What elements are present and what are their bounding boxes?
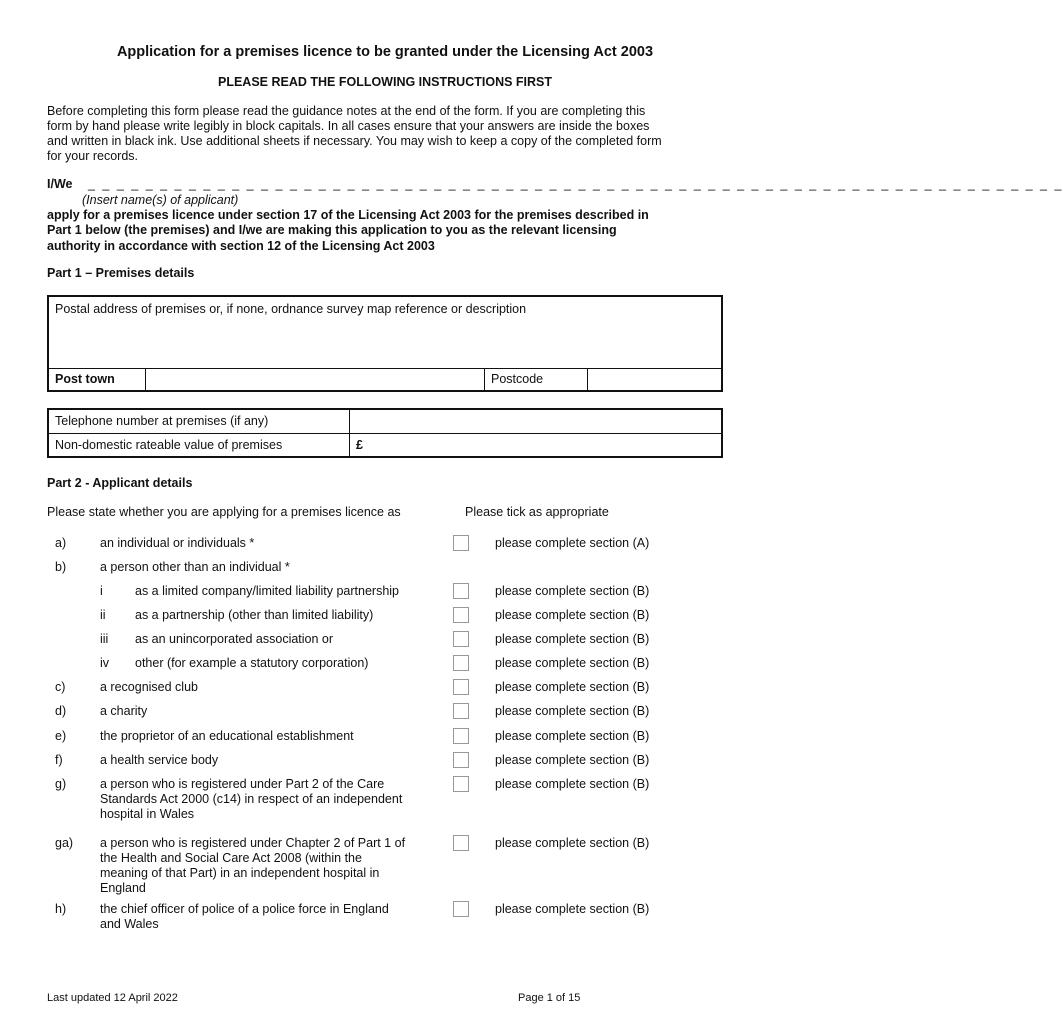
section-reference: please complete section (B) — [495, 753, 650, 767]
row-letter: ga) — [55, 836, 74, 850]
row-text-line: meaning of that Part) in an independent hospital in — [100, 866, 380, 880]
row-letter: c) — [55, 680, 66, 694]
section-reference: please complete section (B) — [495, 729, 650, 743]
intro-paragraph — [47, 104, 727, 164]
tick-checkbox[interactable] — [453, 901, 469, 917]
tick-checkbox[interactable] — [453, 607, 469, 623]
row-letter: h) — [55, 902, 67, 916]
intro-line: and written in black ink. Use additional sheets if necessary. You may wish to keep a copy of the completed form — [47, 134, 662, 148]
intro-line: for your records. — [47, 149, 139, 163]
row-roman: ii — [100, 608, 106, 622]
page-number: Page 1 of 15 — [518, 992, 581, 1004]
row-text-line: a person who is registered under Chapter 2 of Part 1 of — [100, 836, 406, 850]
telephone-input[interactable] — [350, 409, 723, 433]
premises-contact-table — [47, 408, 723, 458]
row-roman: iv — [100, 656, 110, 670]
postcode-label: Postcode — [485, 368, 588, 391]
row-roman: i — [100, 584, 103, 598]
section-reference: please complete section (B) — [495, 902, 650, 916]
tick-checkbox[interactable] — [453, 655, 469, 671]
statement-line: apply for a premises licence under section 17 of the Licensing Act 2003 for the premises described in — [47, 208, 649, 222]
row-text-line: the Health and Social Care Act 2008 (within the — [100, 851, 362, 865]
premises-address-label: Postal address of premises or, if none, ordnance survey map reference or description — [55, 302, 527, 316]
row-text: an individual or individuals * — [100, 536, 255, 550]
row-text: as a limited company/limited liability partnership — [135, 584, 400, 598]
row-letter: b) — [55, 560, 67, 574]
tick-checkbox[interactable] — [453, 728, 469, 744]
row-text: the proprietor of an educational establishment — [100, 729, 354, 743]
applicant-type-question: Please state whether you are applying for a premises licence as — [47, 505, 401, 519]
row-text: as a partnership (other than limited liability) — [135, 608, 374, 622]
premises-address-field[interactable] — [48, 296, 722, 368]
tick-checkbox[interactable] — [453, 631, 469, 647]
row-text: a person other than an individual * — [100, 560, 290, 574]
application-statement — [47, 208, 737, 254]
intro-line: form by hand please write legibly in block capitals. In all cases ensure that your answers are inside the boxes — [47, 119, 650, 133]
instructions-heading: PLEASE READ THE FOLLOWING INSTRUCTIONS FIRST — [217, 75, 553, 89]
tick-checkbox[interactable] — [453, 535, 469, 551]
tick-checkbox[interactable] — [453, 835, 469, 851]
post-town-input[interactable] — [146, 368, 485, 391]
row-text-line: England — [100, 881, 146, 895]
row-text-line: hospital in Wales — [100, 807, 195, 821]
intro-line: Before completing this form please read the guidance notes at the end of the form. If you are completing this — [47, 104, 646, 118]
row-text-line: a person who is registered under Part 2 of the Care — [100, 777, 385, 791]
section-reference: please complete section (B) — [495, 656, 650, 670]
rateable-value-label: Non-domestic rateable value of premises — [48, 433, 350, 457]
tick-checkbox[interactable] — [453, 679, 469, 695]
row-text: a charity — [100, 704, 148, 718]
tick-checkbox[interactable] — [453, 752, 469, 768]
part2-heading: Part 2 - Applicant details — [47, 476, 193, 490]
postcode-input[interactable] — [588, 368, 723, 391]
section-reference: please complete section (B) — [495, 632, 650, 646]
row-letter: e) — [55, 729, 67, 743]
section-reference: please complete section (B) — [495, 608, 650, 622]
section-reference: please complete section (B) — [495, 584, 650, 598]
telephone-label: Telephone number at premises (if any) — [48, 409, 350, 433]
row-text-line: and Wales — [100, 917, 159, 931]
row-text: a health service body — [100, 753, 219, 767]
row-text: other (for example a statutory corporation) — [135, 656, 369, 670]
tick-checkbox[interactable] — [453, 776, 469, 792]
section-reference: please complete section (B) — [495, 777, 650, 791]
row-text: as an unincorporated association or — [135, 632, 334, 646]
row-letter: g) — [55, 777, 67, 791]
row-letter: d) — [55, 704, 67, 718]
tick-header: Please tick as appropriate — [465, 505, 609, 519]
row-text-line: the chief officer of police of a police force in England — [100, 902, 389, 916]
tick-checkbox[interactable] — [453, 703, 469, 719]
part1-heading: Part 1 – Premises details — [47, 266, 195, 280]
tick-checkbox[interactable] — [453, 583, 469, 599]
row-roman: iii — [100, 632, 109, 646]
row-text — [100, 777, 402, 822]
section-reference: please complete section (B) — [495, 704, 650, 718]
section-reference: please complete section (B) — [495, 680, 650, 694]
section-reference: please complete section (A) — [495, 536, 650, 550]
section-reference: please complete section (B) — [495, 836, 650, 850]
premises-address-table — [47, 295, 723, 392]
rateable-value-input[interactable]: £ — [350, 433, 723, 457]
applicant-name-field[interactable]: _ _ _ _ _ _ _ _ _ _ _ _ _ _ _ _ _ _ _ _ _ _ _ _ _ _ _ _ _ _ _ _ _ _ _ _ _ _ _ _ _ _ _ _ _ _ _ _ _ _ _ _ _ _ _ _ _ _ _ _ _ _ _ _ _ _ _ _ — [88, 177, 1063, 191]
post-town-label: Post town — [48, 368, 146, 391]
statement-line: authority in accordance with section 12 of the Licensing Act 2003 — [47, 238, 435, 253]
form-title: Application for a premises licence to be granted under the Licensing Act 2003 — [116, 44, 654, 60]
row-text-line: Standards Act 2000 (c14) in respect of an independent — [100, 792, 403, 806]
row-text — [100, 836, 405, 896]
row-letter: a) — [55, 536, 67, 550]
statement-line: Part 1 below (the premises) and I/we are making this application to you as the relevant licensing — [47, 223, 617, 238]
applicant-name-note: (Insert name(s) of applicant) — [82, 193, 239, 207]
row-text: a recognised club — [100, 680, 198, 694]
last-updated: Last updated 12 April 2022 — [47, 992, 178, 1004]
row-text — [100, 902, 389, 932]
applicant-label: I/We — [47, 177, 73, 191]
row-letter: f) — [55, 753, 63, 767]
